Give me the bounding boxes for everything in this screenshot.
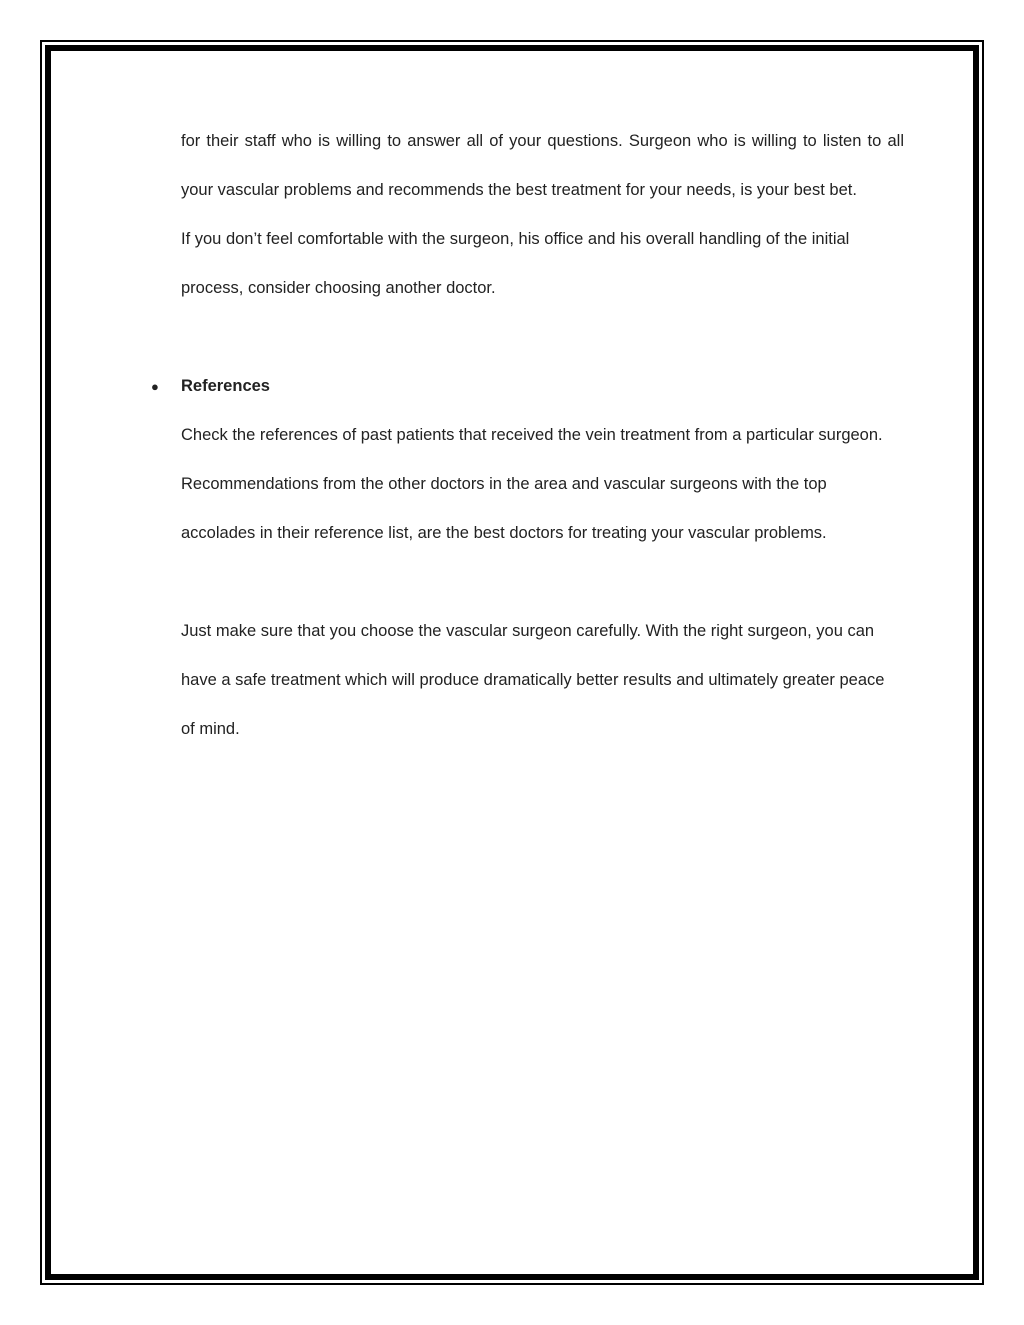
references-heading: References (181, 377, 270, 395)
bullet-icon: ● (151, 379, 159, 394)
spacer (181, 558, 904, 607)
references-section (151, 362, 904, 411)
document-body (151, 117, 904, 754)
paragraph-closing: Just make sure that you choose the vascular surgeon carefully. With the right surgeon, you can have a safe treatment which will produce dramatically better results and ultimately greater peace of mind. (181, 622, 885, 738)
spacer (181, 313, 904, 362)
paragraph-references: Check the references of past patients that received the vein treatment from a particular surgeon. Recommendations from the other doctors in the area and vascular surgeons with the top accolades in their reference list, are the best doctors for treating your vascular problems. (181, 426, 883, 542)
paragraph-comfort: If you don’t feel comfortable with the surgeon, his office and his overall handling of the initial process, consider choosing another doctor. (181, 230, 850, 297)
paragraph-surgeon-questions: for their staff who is willing to answer all of your questions. Surgeon who is willing to listen to all your vascular problems and recommends the best treatment for your needs, is your best bet. (181, 132, 904, 199)
